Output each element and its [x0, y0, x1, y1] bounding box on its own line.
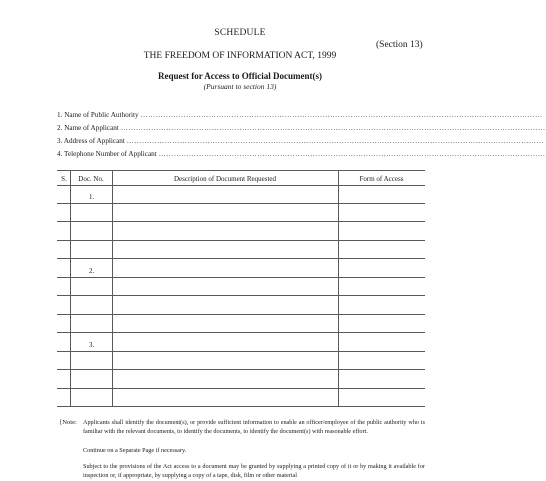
doc-number-1: 1. [89, 193, 95, 201]
subject-paragraph: Subject to the provisions of the Act access to a document may be granted by supplying a printed copy of it or by making it available for inspection or, if appropriate, by supplying a copy of a tape, disk, film or other material [83, 463, 425, 480]
field-dots: ……………………………………………………………………………………………………………………………………… [158, 150, 546, 158]
doc-number-3: 3. [89, 341, 95, 349]
column-header-description: Description of Document Requested [173, 175, 277, 183]
continue-note: Continue on a Separate Page if necessary. [83, 447, 187, 454]
field-dots: …………………………………………………………………………………………………………………………………………… [140, 111, 543, 119]
note-label: [Note: [60, 419, 77, 426]
section-reference: (Section 13) [376, 40, 423, 50]
field-dots: ………………………………………………………………………………………………………………………………………………… [126, 137, 544, 145]
field-public-authority[interactable] [57, 111, 543, 119]
table-bottom-rule [57, 406, 425, 407]
act-title: THE FREEDOM OF INFORMATION ACT, 1999 [143, 51, 337, 61]
request-title: Request for Access to Official Document(s) [157, 71, 323, 81]
pursuant-subtitle: (Pursuant to section 13) [203, 82, 277, 91]
column-header-doc-no: Doc. No. [78, 175, 104, 183]
column-header-serial: S. [61, 175, 67, 183]
column-header-form-of-access: Form of Access [359, 175, 404, 183]
column-divider [338, 170, 339, 406]
field-dots: …………………………………………………………………………………………………………………………………………………… [120, 124, 546, 132]
column-divider [70, 170, 71, 406]
field-applicant-address[interactable] [57, 137, 544, 145]
doc-number-2: 2. [89, 267, 95, 275]
field-label: 3. Address of Applicant [57, 137, 125, 145]
field-telephone[interactable] [57, 150, 546, 158]
note-text: Applicants shall identify the document(s), or provide sufficient information to enable an officer/employee of the public authority who is familiar with the relevant documents, to identify the documents, to identify the document(s) with reasonable effort. [83, 419, 425, 436]
field-applicant-name[interactable] [57, 124, 546, 132]
field-label: 2. Name of Applicant [57, 124, 119, 132]
column-divider [112, 170, 113, 406]
field-label: 4. Telephone Number of Applicant [57, 150, 157, 158]
schedule-heading: SCHEDULE [214, 28, 266, 38]
field-label: 1. Name of Public Authority [57, 111, 139, 119]
